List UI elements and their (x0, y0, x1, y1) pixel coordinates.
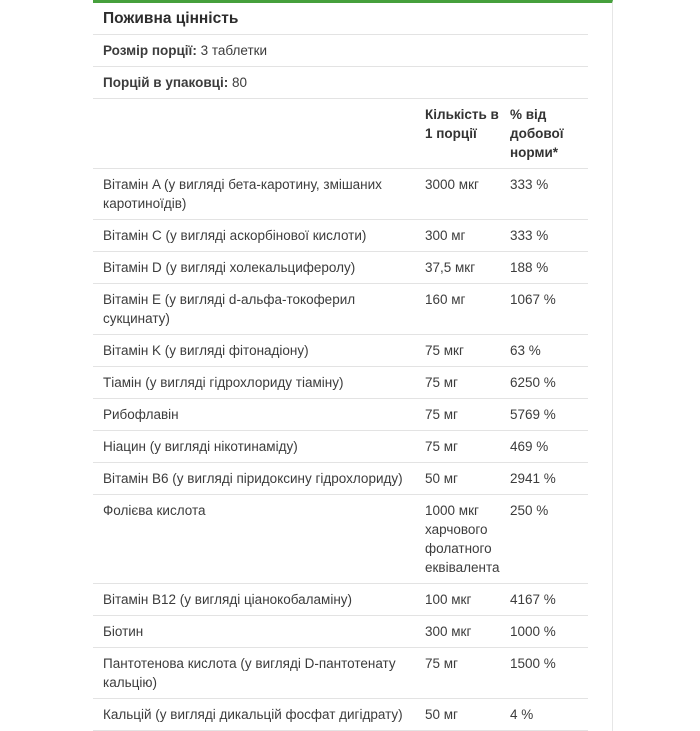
nutrient-amount: 300 мкг (425, 616, 510, 648)
table-row (93, 616, 588, 648)
nutrient-amount: 75 мг (425, 399, 510, 431)
nutrient-daily-value: 1067 % (510, 284, 588, 335)
nutrient-name: Фолієва кислота (93, 495, 425, 584)
nutrient-amount: 300 мг (425, 220, 510, 252)
table-row (93, 399, 588, 431)
nutrient-amount: 37,5 мкг (425, 252, 510, 284)
nutrient-daily-value: 6250 % (510, 367, 588, 399)
nutrient-amount: 1000 мкг харчового фолатного еквівалента (425, 495, 510, 584)
nutrient-daily-value: 1000 % (510, 616, 588, 648)
serving-size-row (93, 35, 588, 67)
column-header-amount: Кількість в 1 порції (425, 99, 510, 169)
table-row (93, 431, 588, 463)
servings-per-pack-label: Порцій в упаковці: (103, 75, 229, 90)
table-row (93, 463, 588, 495)
nutrient-name: Вітамін C (у вигляді аскорбінової кислоти) (93, 220, 425, 252)
table-row (93, 584, 588, 616)
table-row (93, 284, 588, 335)
nutrient-name: Вітамін B6 (у вигляді піридоксину гідрохлориду) (93, 463, 425, 495)
nutrient-daily-value: 1500 % (510, 648, 588, 699)
table-row (93, 169, 588, 220)
nutrient-daily-value: 333 % (510, 220, 588, 252)
nutrient-name: Вітамін E (у вигляді d-альфа-токоферил сукцинату) (93, 284, 425, 335)
nutrient-daily-value: 250 % (510, 495, 588, 584)
nutrient-name: Вітамін B12 (у вигляді ціанокобаламіну) (93, 584, 425, 616)
nutrient-amount: 50 мг (425, 463, 510, 495)
nutrition-facts-panel (93, 0, 613, 731)
nutrient-daily-value: 2941 % (510, 463, 588, 495)
nutrient-amount: 160 мг (425, 284, 510, 335)
nutrient-amount: 3000 мкг (425, 169, 510, 220)
nutrient-name: Ніацин (у вигляді нікотинаміду) (93, 431, 425, 463)
nutrient-daily-value: 63 % (510, 335, 588, 367)
nutrient-name: Тіамін (у вигляді гідрохлориду тіаміну) (93, 367, 425, 399)
table-row (93, 495, 588, 584)
nutrient-name: Біотин (93, 616, 425, 648)
nutrient-daily-value: 4 % (510, 699, 588, 731)
servings-per-pack-row (93, 67, 588, 99)
table-row (93, 699, 588, 731)
nutrient-amount: 75 мкг (425, 335, 510, 367)
nutrient-daily-value: 469 % (510, 431, 588, 463)
nutrition-facts-title: Поживна цінність (93, 3, 588, 35)
table-row (93, 648, 588, 699)
serving-size-value: 3 таблетки (196, 43, 268, 58)
table-row (93, 335, 588, 367)
table-row (93, 220, 588, 252)
table-header-row (93, 99, 588, 169)
column-header-daily-value: % від добової норми* (510, 99, 588, 169)
nutrient-daily-value: 188 % (510, 252, 588, 284)
nutrient-name: Вітамін K (у вигляді фітонадіону) (93, 335, 425, 367)
nutrient-amount: 50 мг (425, 699, 510, 731)
table-row (93, 252, 588, 284)
nutrient-name: Вітамін A (у вигляді бета-каротину, змішаних каротиноїдів) (93, 169, 425, 220)
nutrient-name: Вітамін D (у вигляді холекальциферолу) (93, 252, 425, 284)
nutrient-name: Пантотенова кислота (у вигляді D-пантотенату кальцію) (93, 648, 425, 699)
table-row (93, 367, 588, 399)
nutrient-name: Кальцій (у вигляді дикальцій фосфат дигідрату) (93, 699, 425, 731)
nutrient-amount: 75 мг (425, 367, 510, 399)
nutrient-amount: 75 мг (425, 431, 510, 463)
servings-per-pack-value: 80 (228, 75, 247, 90)
nutrition-facts-table (93, 99, 588, 731)
nutrient-amount: 75 мг (425, 648, 510, 699)
nutrient-name: Рибофлавін (93, 399, 425, 431)
nutrient-daily-value: 333 % (510, 169, 588, 220)
nutrient-amount: 100 мкг (425, 584, 510, 616)
serving-size-label: Розмір порції: (103, 43, 197, 58)
column-header-nutrient (93, 99, 425, 169)
nutrient-daily-value: 5769 % (510, 399, 588, 431)
nutrient-daily-value: 4167 % (510, 584, 588, 616)
